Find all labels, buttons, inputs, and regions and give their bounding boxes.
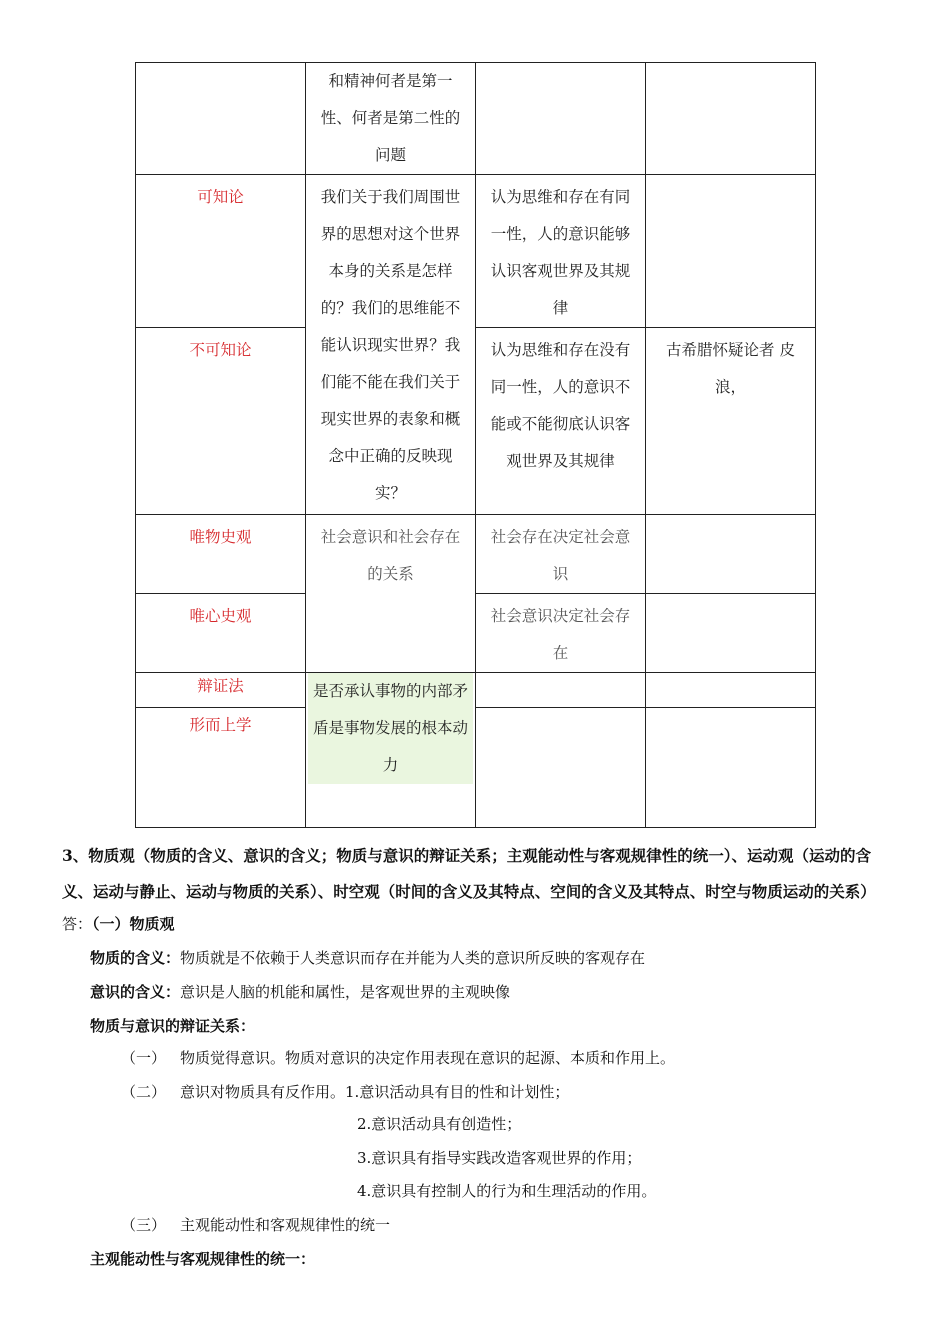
unity-heading: 主观能动性与客观规律性的统一： — [90, 1250, 316, 1268]
term-cell — [136, 328, 306, 515]
term-cell — [136, 594, 306, 673]
table-row — [136, 708, 816, 828]
highlighted-cell-text: 是否承认事物的内部矛盾是事物发展的根本动力 — [308, 673, 473, 784]
table-row — [136, 515, 816, 594]
term-label: 唯心史观 — [189, 607, 252, 625]
sub-list-item: 2.意识活动具有创造性； — [357, 1115, 522, 1133]
table-cell — [306, 515, 476, 673]
list-number: （二） — [121, 1083, 167, 1101]
table-cell — [646, 515, 816, 594]
table-cell — [476, 673, 646, 708]
table-row — [136, 63, 816, 175]
table-row — [136, 594, 816, 673]
table-cell — [306, 175, 476, 515]
matter-definition — [90, 948, 950, 968]
cell-text: 社会意识和社会存在的关系 — [320, 528, 461, 583]
table-cell — [476, 175, 646, 328]
table-cell — [646, 328, 816, 515]
cell-text: 我们关于我们周围世界的思想对这个世界本身的关系是怎样的？我们的思维能不能认识现实世界？我们能不能在我们关于现实世界的表象和概念中正确的反映现实？ — [320, 188, 461, 502]
table-cell — [136, 63, 306, 175]
section-heading: 3、物质观（物质的含义、意识的含义；物质与意识的辩证关系；主观能动性与客观规律性的统一）、运动观（运动的含义、运动与静止、运动与物质的关系）、时空观（时间的含义及其特点、空间的含义及其特点、时空与物质运动的关系） — [62, 846, 876, 901]
table-cell — [646, 594, 816, 673]
consciousness-text: 意识是人脑的机能和属性，是客观世界的主观映像 — [180, 983, 511, 1001]
table-cell — [646, 63, 816, 175]
consciousness-label: 意识的含义： — [90, 983, 181, 1001]
answer-line — [62, 914, 950, 934]
table-cell — [306, 63, 476, 175]
philosophy-table — [135, 62, 816, 828]
cell-text: 社会存在决定社会意识 — [490, 528, 631, 583]
term-label: 唯物史观 — [189, 528, 252, 546]
list-number: （三） — [121, 1216, 167, 1234]
table-cell — [476, 594, 646, 673]
matter-text: 物质就是不依赖于人类意识而存在并能为人类的意识所反映的客观存在 — [180, 949, 646, 967]
table-cell — [476, 708, 646, 828]
list-item — [121, 1215, 950, 1235]
table-cell — [646, 175, 816, 328]
list-number: （一） — [121, 1049, 167, 1067]
term-label: 形而上学 — [189, 716, 252, 734]
sub-list-item: 4.意识具有控制人的行为和生理活动的作用。 — [357, 1182, 657, 1200]
list-text: 物质觉得意识。物质对意识的决定作用表现在意识的起源、本质和作用上。 — [180, 1049, 676, 1067]
answer-prefix: 答： — [62, 915, 93, 933]
term-label: 不可知论 — [189, 341, 252, 359]
matter-label: 物质的含义： — [90, 949, 181, 967]
cell-text: 古希腊怀疑论者 皮浪， — [666, 341, 795, 396]
list-text: 意识对物质具有反作用。1.意识活动具有目的性和计划性； — [180, 1083, 570, 1101]
table-cell — [476, 328, 646, 515]
list-item — [121, 1048, 950, 1068]
term-cell — [136, 708, 306, 828]
consciousness-definition — [90, 982, 950, 1002]
cell-text: 和精神何者是第一性、何者是第二性的问题 — [320, 72, 461, 164]
term-cell — [136, 673, 306, 708]
answer-title: （一）物质观 — [92, 915, 175, 933]
table-row — [136, 673, 816, 708]
list-item — [121, 1082, 950, 1102]
table-cell — [646, 673, 816, 708]
table-cell — [306, 673, 476, 828]
cell-text: 社会意识决定社会存在 — [490, 607, 631, 662]
cell-text: 认为思维和存在没有同一性，人的意识不能或不能彻底认识客观世界及其规律 — [490, 341, 631, 470]
term-cell — [136, 515, 306, 594]
term-label: 可知论 — [197, 188, 244, 206]
table-cell — [646, 708, 816, 828]
term-label: 辩证法 — [197, 677, 244, 695]
table-row — [136, 328, 816, 515]
list-text: 主观能动性和客观规律性的统一 — [180, 1216, 391, 1234]
term-cell — [136, 175, 306, 328]
table-row — [136, 175, 816, 328]
cell-text: 认为思维和存在有同一性，人的意识能够认识客观世界及其规律 — [490, 188, 631, 317]
dialectic-heading: 物质与意识的辩证关系： — [90, 1017, 256, 1035]
sub-list-item: 3.意识具有指导实践改造客观世界的作用； — [357, 1149, 642, 1167]
table-cell — [476, 63, 646, 175]
table-cell — [476, 515, 646, 594]
